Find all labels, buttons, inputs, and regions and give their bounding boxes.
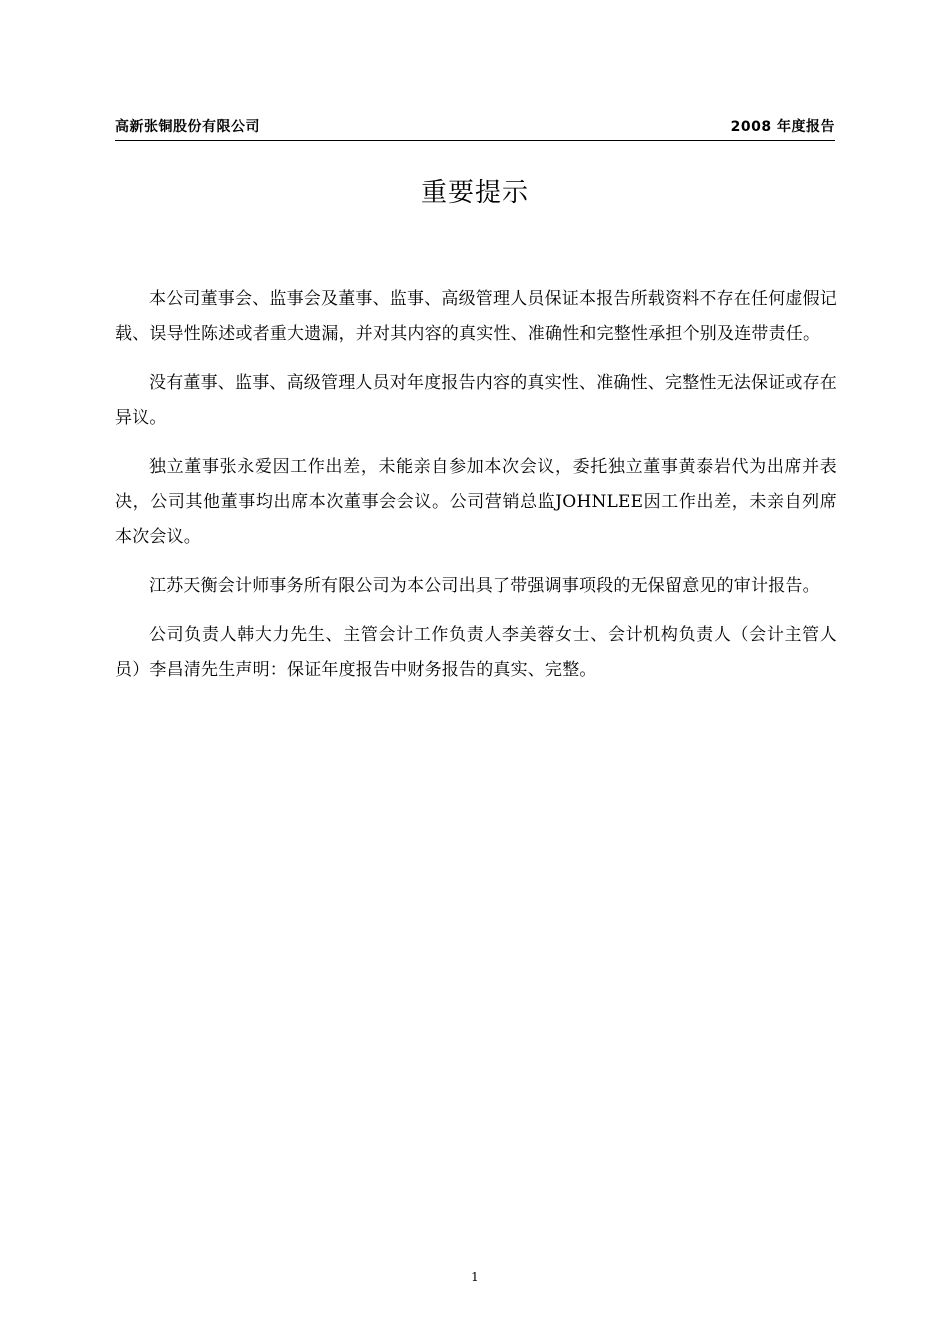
paragraph-3: 独立董事张永爱因工作出差，未能亲自参加本次会议，委托独立董事黄泰岩代为出席并表决，公司其他董事均出席本次董事会会议。公司营销总监JOHNLEE因工作出差，未亲自列席本次会议。 bbox=[115, 457, 837, 547]
paragraph-2: 没有董事、监事、高级管理人员对年度报告内容的真实性、准确性、完整性无法保证或存在异议。 bbox=[115, 373, 837, 428]
paragraph-1: 本公司董事会、监事会及董事、监事、高级管理人员保证本报告所载资料不存在任何虚假记载、误导性陈述或者重大遗漏，并对其内容的真实性、准确性和完整性承担个别及连带责任。 bbox=[115, 289, 837, 344]
header-report-title: 2008 年度报告 bbox=[730, 119, 835, 135]
paragraph-5: 公司负责人韩大力先生、主管会计工作负责人李美蓉女士、会计机构负责人（会计主管人员）李昌清先生声明：保证年度报告中财务报告的真实、完整。 bbox=[115, 625, 837, 680]
page-number: 1 bbox=[471, 1270, 479, 1284]
header-divider bbox=[115, 140, 835, 141]
document-body bbox=[115, 282, 837, 702]
page-title: 重要提示 bbox=[420, 178, 529, 208]
page-header bbox=[115, 116, 835, 138]
header-company-name: 高新张铜股份有限公司 bbox=[115, 119, 260, 135]
paragraph-4: 江苏天衡会计师事务所有限公司为本公司出具了带强调事项段的无保留意见的审计报告。 bbox=[149, 576, 820, 596]
